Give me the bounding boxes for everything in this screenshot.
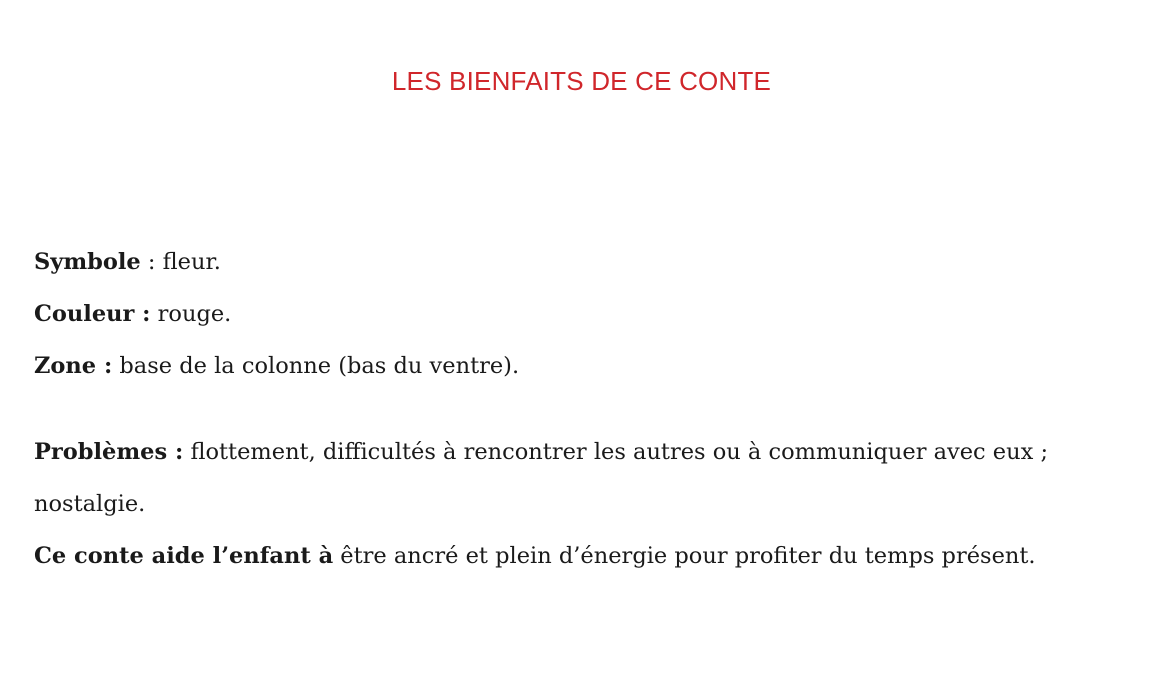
problemes-label: Problèmes :: [34, 439, 184, 465]
symbole-line: [34, 236, 1144, 288]
problemes-line: [34, 426, 1144, 530]
aide-label: Ce conte aide l’enfant à: [34, 543, 334, 569]
section-body: [34, 236, 1144, 582]
couleur-label: Couleur :: [34, 301, 151, 327]
symbole-label: Symbole: [34, 249, 141, 275]
couleur-value: rouge.: [150, 301, 232, 327]
section-heading: LES BIENFAITS DE CE CONTE: [391, 66, 772, 96]
aide-value: être ancré et plein d’énergie pour profiter du temps présent.: [333, 543, 1036, 569]
problemes-value: flottement, difficultés à rencontrer les autres ou à communiquer avec eux ; nostalgie.: [34, 439, 1049, 517]
symbole-separator: :: [140, 249, 163, 275]
aide-line: [34, 530, 1144, 582]
zone-label: Zone :: [34, 353, 113, 379]
couleur-line: [34, 288, 1144, 340]
zone-line: [34, 340, 1144, 392]
paragraph-gap: [34, 392, 1144, 426]
zone-value: base de la colonne (bas du ventre).: [112, 353, 520, 379]
symbole-value: fleur.: [162, 249, 221, 275]
